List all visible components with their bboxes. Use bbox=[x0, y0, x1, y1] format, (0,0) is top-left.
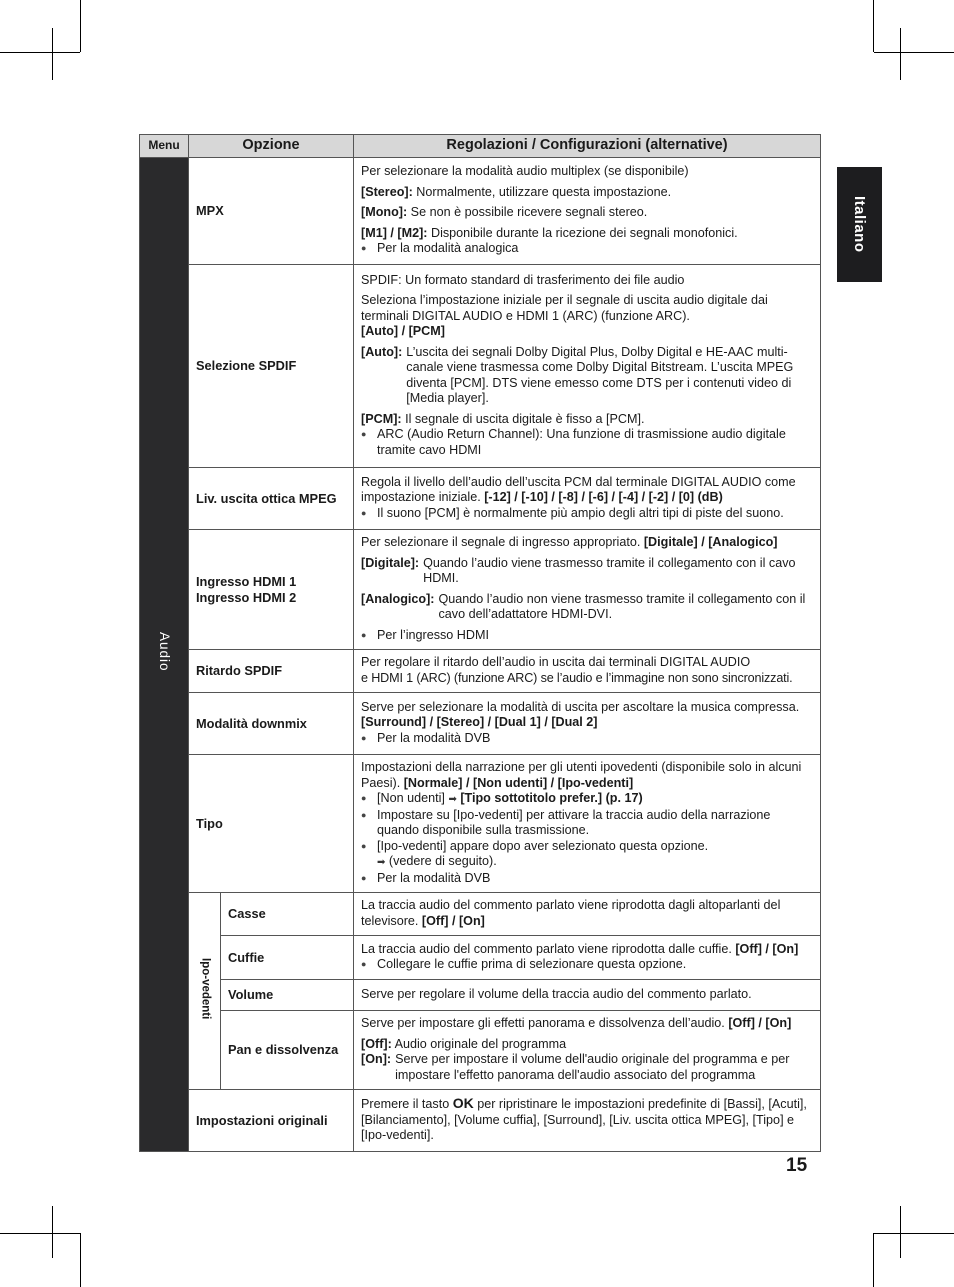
header-settings: Regolazioni / Configurazioni (alternative) bbox=[354, 135, 821, 158]
desc-reset: Premere il tasto OK per ripristinare le impostazioni predefinite di [Bassi], [Acuti], [Bilanciamento], [Volume cuffia], [Surround], [Liv. uscita ottica MPEG], [Tipo] e [Ipo-vedenti]. bbox=[354, 1090, 821, 1152]
desc-text: SPDIF: Un formato standard di trasferimento dei file audio bbox=[361, 272, 685, 287]
bullet-item: ● Per l’ingresso HDMI bbox=[361, 627, 489, 642]
option-hdmi-1: Ingresso HDMI 1 bbox=[196, 574, 297, 589]
desc-text: Regola il livello dell’audio dell’uscita PCM dal terminale DIGITAL AUDIO come impostazione iniziale. [-12] / [-10] / [-8] / [-6] / [-4] / [-2] / [0] (dB) bbox=[361, 474, 796, 505]
option-pan: Pan e dissolvenza bbox=[221, 1011, 354, 1090]
subsection-ipo-vedenti bbox=[189, 893, 221, 1090]
bullet-icon: ● bbox=[361, 793, 367, 803]
desc-tipo bbox=[354, 755, 821, 893]
option-tipo: Tipo bbox=[189, 755, 354, 893]
desc-item: [On]: Serve per impostare il volume dell'audio originale del programma e per impostare l'effetto panorama dell'audio associato del programma bbox=[361, 1052, 790, 1082]
option-hdmi bbox=[189, 530, 354, 650]
option-casse: Casse bbox=[221, 893, 354, 936]
ok-key-icon: OK bbox=[452, 1095, 474, 1112]
option-delay: Ritardo SPDIF bbox=[189, 650, 354, 693]
bullet-icon: ● bbox=[361, 629, 367, 640]
values-list: [Surround] / [Stereo] / [Dual 1] / [Dual 2] bbox=[361, 715, 598, 730]
table-row bbox=[140, 980, 821, 1011]
arrow-right-icon: ➡ bbox=[377, 857, 386, 868]
desc-item: [Off]: Audio originale del programma bbox=[361, 1036, 567, 1051]
option-mpx: MPX bbox=[189, 158, 354, 265]
bullet-icon: ● bbox=[361, 507, 367, 518]
bullet-item: ● Per la modalità DVB bbox=[361, 870, 491, 885]
table-row bbox=[140, 158, 821, 265]
bullet-icon: ● bbox=[361, 840, 367, 851]
desc-text: Serve per selezionare la modalità di uscita per ascoltare la musica compressa. bbox=[361, 699, 800, 714]
desc-item: [PCM]: Il segnale di uscita digitale è fisso a [PCM]. bbox=[361, 411, 645, 426]
table-row bbox=[140, 650, 821, 693]
header-option: Opzione bbox=[189, 135, 354, 158]
desc-text: Per selezionare il segnale di ingresso appropriato. [Digitale] / [Analogico] bbox=[361, 535, 778, 549]
crop-mark bbox=[80, 1233, 81, 1287]
table-row bbox=[140, 755, 821, 893]
desc-item: [Digitale]: Quando l’audio viene trasmesso tramite il collegamento con il cavo HDMI. bbox=[361, 555, 796, 585]
desc-casse bbox=[354, 893, 821, 936]
desc-text: [Mono]: Se non è possibile ricevere segnali stereo. bbox=[361, 205, 648, 220]
desc-text: Impostazioni della narrazione per gli utenti ipovedenti (disponibile solo in alcuni Paesi). [Normale] / [Non udenti] / [Ipo-vedenti] bbox=[361, 760, 802, 790]
language-tab-label: Italiano bbox=[851, 196, 868, 253]
option-reset: Impostazioni originali bbox=[189, 1090, 354, 1152]
table-row bbox=[140, 468, 821, 530]
desc-text: e HDMI 1 (ARC) (funzione ARC) se l’audio e l’immagine non sono sincronizzati. bbox=[361, 670, 793, 685]
crop-mark bbox=[0, 1233, 80, 1234]
values-list: [Auto] / [PCM] bbox=[361, 324, 445, 339]
desc-hdmi bbox=[354, 530, 821, 650]
language-tab bbox=[837, 167, 882, 282]
desc-volume: Serve per regolare il volume della traccia audio del commento parlato. bbox=[354, 980, 821, 1011]
subsection-label: Ipo-vedenti bbox=[199, 958, 212, 1020]
desc-text: Per selezionare la modalità audio multiplex (se disponibile) bbox=[361, 164, 689, 179]
section-audio bbox=[140, 158, 189, 1152]
bullet-item: ● [Non udenti] ➡ [Tipo sottotitolo prefer.] (p. 17) bbox=[361, 791, 813, 808]
bullet-icon: ● bbox=[361, 959, 367, 969]
table-row bbox=[140, 1090, 821, 1152]
bullet-icon: ● bbox=[361, 243, 367, 254]
desc-text: La traccia audio del commento parlato viene riprodotta dagli altoparlanti del televisore. [Off] / [On] bbox=[361, 898, 781, 928]
table-row bbox=[140, 893, 821, 936]
page-number: 15 bbox=[786, 1155, 808, 1176]
table-row bbox=[140, 265, 821, 468]
bullet-icon: ● bbox=[361, 732, 367, 743]
option-volume: Volume bbox=[221, 980, 354, 1011]
desc-mpeg bbox=[354, 468, 821, 530]
desc-text: Serve per impostare gli effetti panorama e dissolvenza dell’audio. [Off] / [On] bbox=[361, 1016, 792, 1030]
desc-item: [Analogico]: Quando l’audio non viene trasmesso tramite il collegamento con il cavo dell’adattatore HDMI-DVI. bbox=[361, 591, 806, 621]
header-menu: Menu bbox=[140, 135, 189, 158]
option-mpeg: Liv. uscita ottica MPEG bbox=[189, 468, 354, 530]
option-downmix: Modalità downmix bbox=[189, 693, 354, 755]
desc-delay bbox=[354, 650, 821, 693]
crop-mark bbox=[900, 28, 901, 80]
audio-menu-table bbox=[139, 134, 821, 1152]
crop-mark bbox=[900, 1206, 901, 1258]
bullet-icon: ● bbox=[361, 872, 367, 883]
desc-text: Seleziona l’impostazione iniziale per il segnale di uscita audio digitale dai terminali DIGITAL AUDIO e HDMI 1 (ARC) (funzione ARC). bbox=[361, 293, 768, 323]
crop-mark bbox=[52, 1206, 53, 1258]
desc-spdif bbox=[354, 265, 821, 468]
option-cuffie: Cuffie bbox=[221, 936, 354, 980]
bullet-icon: ● bbox=[361, 809, 367, 820]
table-row bbox=[140, 936, 821, 980]
desc-text: Per regolare il ritardo dell’audio in uscita dai terminali DIGITAL AUDIO bbox=[361, 655, 751, 669]
crop-mark bbox=[80, 0, 81, 52]
bullet-item: ● Il suono [PCM] è normalmente più ampio degli altri tipi di piste del suono. bbox=[361, 505, 784, 520]
bullet-item: ● Collegare le cuffie prima di selezionare questa opzione. bbox=[361, 957, 687, 971]
desc-cuffie bbox=[354, 936, 821, 980]
desc-item: [Auto]: L’uscita dei segnali Dolby Digital Plus, Dolby Digital e HE-AAC multi-canale viene trasmessa come Dolby Digital Bitstream. L’uscita MPEG diventa [PCM]. DTS viene emesso come DTS per i contenuti video di [Media player]. bbox=[361, 344, 794, 406]
option-spdif: Selezione SPDIF bbox=[189, 265, 354, 468]
crop-mark bbox=[52, 28, 53, 80]
crop-mark bbox=[0, 52, 80, 53]
bullet-item: ● Impostare su [Ipo-vedenti] per attivare la traccia audio della narrazione quando disponibile sulla trasmissione. bbox=[361, 807, 771, 837]
bullet-item: ● Per la modalità analogica bbox=[361, 241, 519, 256]
table-row bbox=[140, 530, 821, 650]
desc-mpx bbox=[354, 158, 821, 265]
bullet-item: ● ARC (Audio Return Channel): Una funzione di trasmissione audio digitale tramite cavo HDMI bbox=[361, 427, 786, 457]
crop-mark bbox=[873, 0, 874, 52]
table-row bbox=[140, 1011, 821, 1090]
desc-text: [M1] / [M2]: Disponibile durante la ricezione dei segnali monofonici. bbox=[361, 225, 738, 240]
table-header-row bbox=[140, 135, 821, 158]
crop-mark bbox=[874, 52, 954, 53]
desc-downmix bbox=[354, 693, 821, 755]
desc-pan bbox=[354, 1011, 821, 1090]
bullet-icon: ● bbox=[361, 429, 367, 440]
arrow-right-icon: ➡ bbox=[448, 794, 457, 805]
desc-text: [Stereo]: Normalmente, utilizzare questa impostazione. bbox=[361, 184, 672, 199]
section-label: Audio bbox=[156, 632, 172, 673]
crop-mark bbox=[873, 1233, 874, 1287]
bullet-item: ● Per la modalità DVB bbox=[361, 730, 491, 745]
option-hdmi-2: Ingresso HDMI 2 bbox=[196, 589, 297, 605]
crop-mark bbox=[874, 1233, 954, 1234]
desc-text: La traccia audio del commento parlato viene riprodotta dalle cuffie. [Off] / [On] bbox=[361, 941, 799, 956]
bullet-item: ● [Ipo-vedenti] appare dopo aver selezionato questa opzione. ➡ (vedere di seguito). bbox=[361, 839, 813, 871]
table-row bbox=[140, 693, 821, 755]
